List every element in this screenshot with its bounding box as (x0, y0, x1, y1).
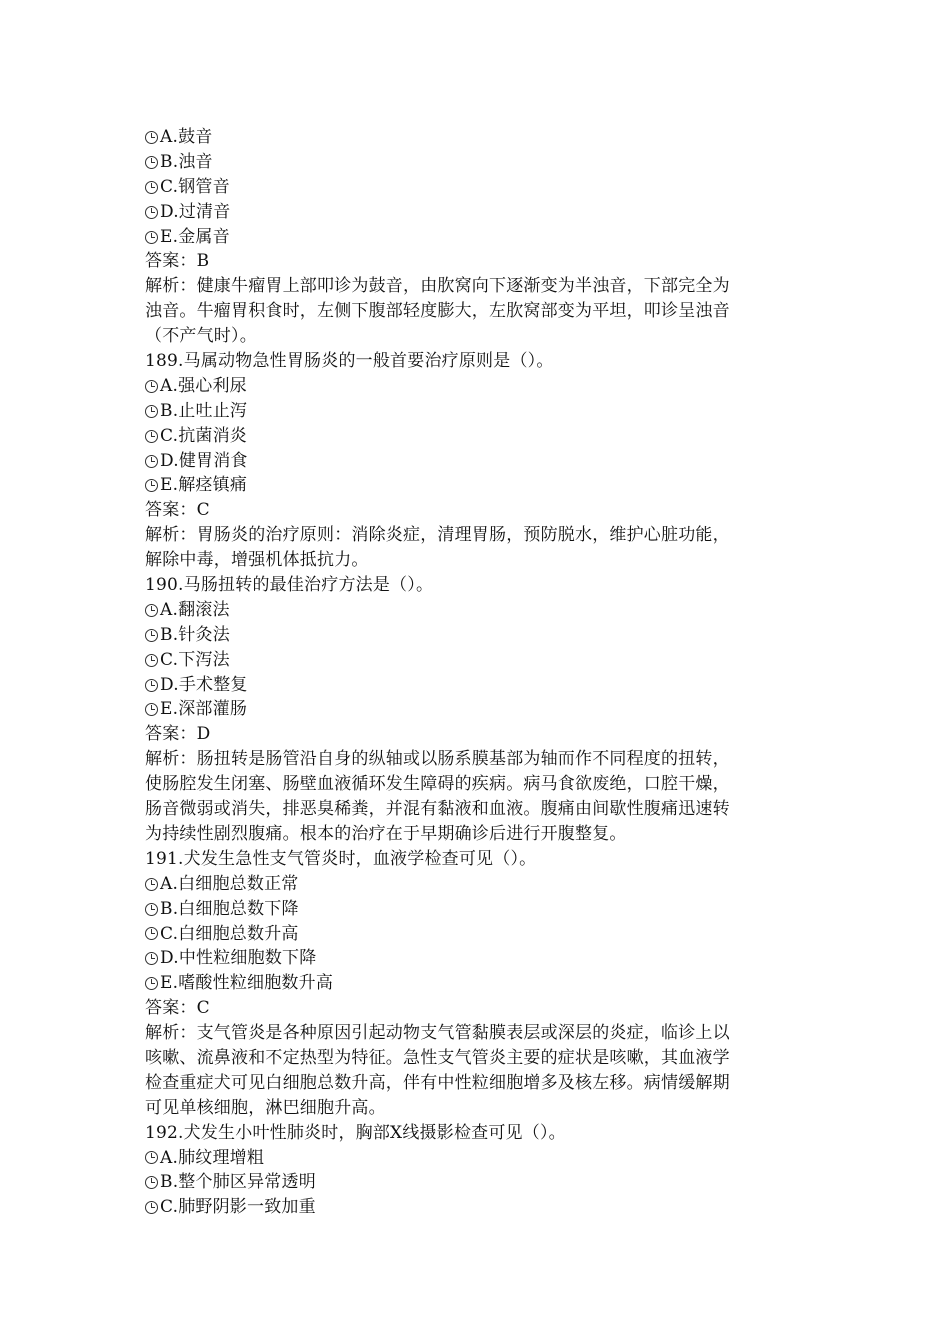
radio-clock-icon (145, 380, 158, 393)
radio-clock-icon (145, 479, 158, 492)
explanation (145, 523, 815, 573)
option-text: C.抗菌消炎 (160, 425, 248, 446)
option-text: C.白细胞总数升高 (160, 923, 299, 944)
radio-clock-icon (145, 206, 158, 219)
option-text: C.下泻法 (160, 649, 230, 670)
answer-option[interactable] (145, 673, 815, 698)
option-text: B.整个肺区异常透明 (160, 1172, 316, 1193)
option-text: B.针灸法 (160, 624, 230, 645)
answer-option[interactable] (145, 648, 815, 673)
answer-option[interactable] (145, 399, 815, 424)
explanation-line: 咳嗽、流鼻液和不定热型为特征。急性支气管炎主要的症状是咳嗽，其血液学 (145, 1047, 730, 1068)
radio-clock-icon (145, 927, 158, 940)
radio-clock-icon (145, 629, 158, 642)
radio-clock-icon (145, 903, 158, 916)
explanation-line: 解析：支气管炎是各种原因引起动物支气管黏膜表层或深层的炎症，临诊上以 (145, 1023, 730, 1044)
answer-option[interactable] (145, 1195, 815, 1220)
answer-option[interactable] (145, 922, 815, 947)
answer-option[interactable] (145, 225, 815, 250)
radio-clock-icon (145, 654, 158, 667)
answer-option[interactable] (145, 473, 815, 498)
radio-clock-icon (145, 455, 158, 468)
option-text: A.翻滚法 (160, 599, 230, 620)
answer-option[interactable] (145, 449, 815, 474)
option-text: D.过清音 (160, 201, 231, 222)
explanation-line: 解析：健康牛瘤胃上部叩诊为鼓音，由肷窝向下逐渐变为半浊音，下部完全为 (145, 276, 730, 297)
radio-clock-icon (145, 679, 158, 692)
answer-option[interactable] (145, 424, 815, 449)
answer-option[interactable] (145, 150, 815, 175)
option-text: E.金属音 (160, 226, 230, 247)
radio-clock-icon (145, 1176, 158, 1189)
answer-option[interactable] (145, 971, 815, 996)
answer-key: 答案：C (145, 500, 210, 521)
explanation-line: 浊音。牛瘤胃积食时，左侧下腹部轻度膨大，左肷窝部变为平坦，叩诊呈浊音 (145, 301, 730, 322)
answer-option[interactable] (145, 200, 815, 225)
option-text: B.白细胞总数下降 (160, 898, 299, 919)
explanation-line: （不产气时）。 (145, 326, 257, 347)
radio-clock-icon (145, 878, 158, 891)
answer-key: 答案：D (145, 724, 211, 745)
option-text: A.白细胞总数正常 (160, 873, 299, 894)
question-text: 191.犬发生急性支气管炎时，血液学检查可见（）。 (145, 848, 537, 869)
radio-clock-icon (145, 231, 158, 244)
radio-clock-icon (145, 952, 158, 965)
option-text: C.钢管音 (160, 176, 230, 197)
option-text: A.强心利尿 (160, 375, 247, 396)
radio-clock-icon (145, 1151, 158, 1164)
explanation-line: 为持续性剧烈腹痛。根本的治疗在于早期确诊后进行开腹整复。 (145, 823, 627, 844)
answer-option[interactable] (145, 872, 815, 897)
answer-key: 答案：B (145, 251, 210, 272)
answer-option[interactable] (145, 125, 815, 150)
radio-clock-icon (145, 1201, 158, 1214)
answer-option[interactable] (145, 697, 815, 722)
explanation-line: 解析：胃肠炎的治疗原则：消除炎症，清理胃肠，预防脱水，维护心脏功能， (145, 525, 730, 546)
explanation-line: 解析：肠扭转是肠管沿自身的纵轴或以肠系膜基部为轴而作不同程度的扭转， (145, 749, 730, 770)
answer-option[interactable] (145, 598, 815, 623)
answer-option[interactable] (145, 1146, 815, 1171)
option-text: B.浊音 (160, 151, 213, 172)
explanation-line: 使肠腔发生闭塞、肠壁血液循环发生障碍的疾病。病马食欲废绝，口腔干燥， (145, 774, 730, 795)
question-text: 189.马属动物急性胃肠炎的一般首要治疗原则是（）。 (145, 351, 554, 372)
radio-clock-icon (145, 430, 158, 443)
answer-option[interactable] (145, 175, 815, 200)
option-text: A.肺纹理增粗 (160, 1147, 265, 1168)
answer-option[interactable] (145, 374, 815, 399)
answer-key: 答案：C (145, 998, 210, 1019)
option-text: E.解痉镇痛 (160, 475, 248, 496)
radio-clock-icon (145, 405, 158, 418)
explanation-line: 检查重症犬可见白细胞总数升高，伴有中性粒细胞增多及核左移。病情缓解期 (145, 1072, 730, 1093)
radio-clock-icon (145, 977, 158, 990)
explanation (145, 1021, 815, 1121)
explanation (145, 747, 815, 847)
option-text: D.手术整复 (160, 674, 248, 695)
radio-clock-icon (145, 604, 158, 617)
radio-clock-icon (145, 181, 158, 194)
question-text: 190.马肠扭转的最佳治疗方法是（）。 (145, 575, 434, 596)
explanation (145, 274, 815, 349)
option-text: C.肺野阴影一致加重 (160, 1197, 316, 1218)
answer-option[interactable] (145, 1170, 815, 1195)
option-text: B.止吐止泻 (160, 400, 248, 421)
answer-option[interactable] (145, 946, 815, 971)
radio-clock-icon (145, 156, 158, 169)
explanation-line: 解除中毒，增强机体抵抗力。 (145, 550, 369, 571)
document-page (145, 125, 815, 1220)
option-text: A.鼓音 (160, 127, 213, 147)
explanation-line: 肠音微弱或消失，排恶臭稀粪，并混有黏液和血液。腹痛由间歇性腹痛迅速转 (145, 799, 730, 820)
option-text: E.深部灌肠 (160, 699, 248, 720)
option-text: D.健胃消食 (160, 450, 248, 471)
question-text: 192.犬发生小叶性肺炎时，胸部X线摄影检查可见（）。 (145, 1122, 566, 1143)
answer-option[interactable] (145, 897, 815, 922)
answer-option[interactable] (145, 623, 815, 648)
option-text: E.嗜酸性粒细胞数升高 (160, 973, 334, 994)
radio-clock-icon (145, 703, 158, 716)
explanation-line: 可见单核细胞，淋巴细胞升高。 (145, 1097, 386, 1118)
option-text: D.中性粒细胞数下降 (160, 948, 317, 969)
radio-clock-icon (145, 131, 158, 144)
